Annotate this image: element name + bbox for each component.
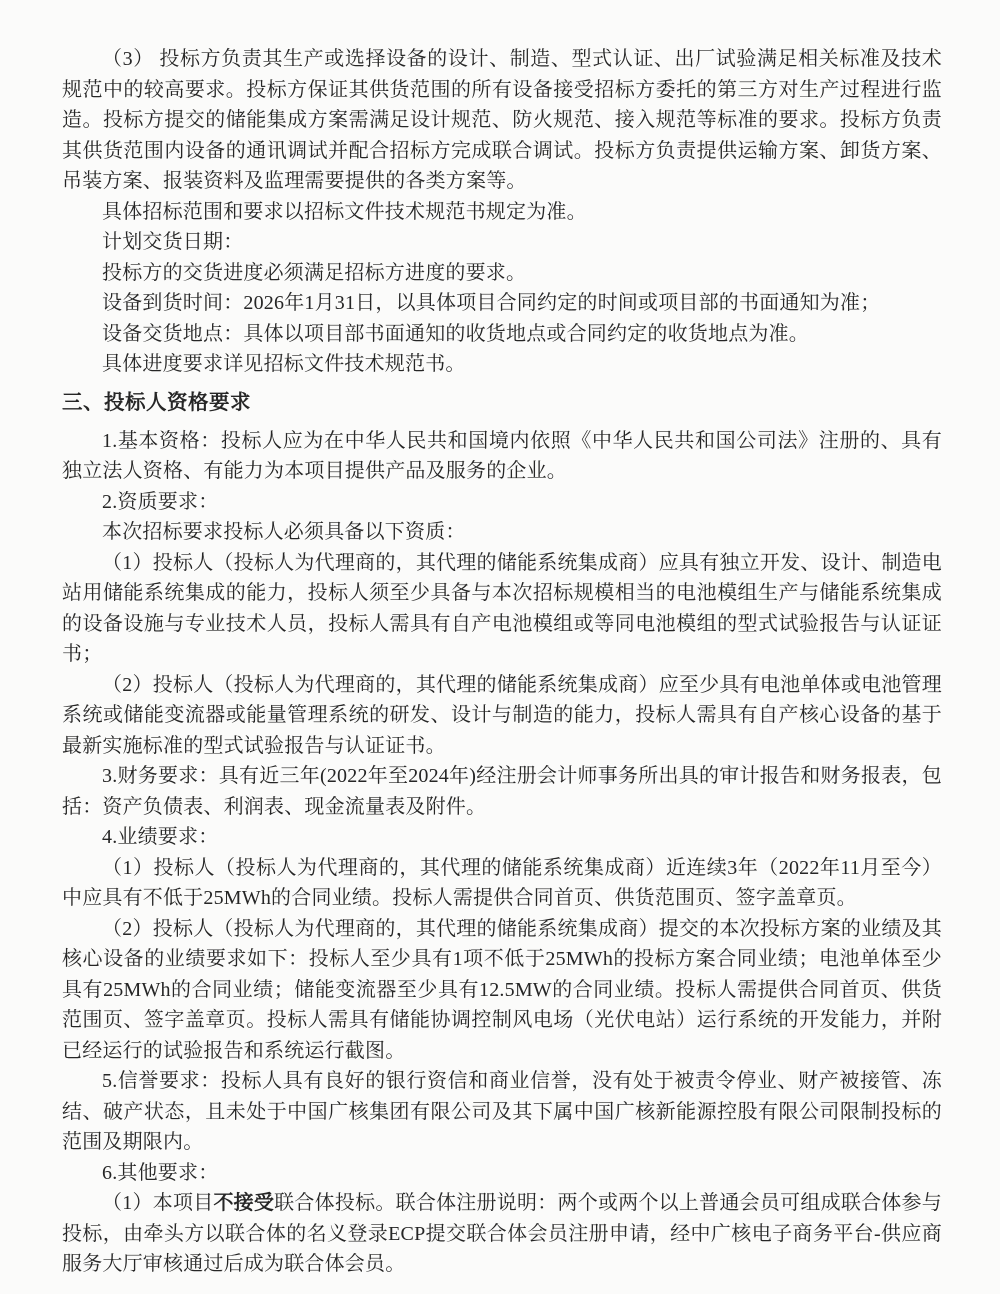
paragraph <box>62 487 942 518</box>
paragraph <box>62 258 942 289</box>
paragraph <box>62 548 942 670</box>
text-run: （3） 投标方负责其生产或选择设备的设计、制造、型式认证、出厂试验满足相关标准及技术规范中的较高要求。投标方保证其供货范围的所有设备接受招标方委托的第三方对生产过程进行监造。投标方提交的储能集成方案需满足设计规范、防火规范、接入规范等标准的要求。投标方负责其供货范围内设备的通讯调试并配合招标方完成联合调试。投标方负责提供运输方案、卸货方案、吊装方案、报装资料及监理需要提供的各类方案等。 <box>62 48 942 192</box>
text-run: 计划交货日期： <box>102 231 244 253</box>
text-run: 本次招标要求投标人必须具备以下资质： <box>102 521 466 543</box>
section-heading <box>62 388 942 419</box>
text-run: （1）投标人（投标人为代理商的，其代理的储能系统集成商）近连续3年（2022年11月至今）中应具有不低于25MWh的合同业绩。投标人需提供合同首页、供货范围页、签字盖章页。 <box>62 856 942 909</box>
text-run: （2）投标人（投标人为代理商的，其代理的储能系统集成商）提交的本次投标方案的业绩及其核心设备的业绩要求如下：投标人至少具有1项不低于25MWh的投标方案合同业绩；电池单体至少具有25MWh的合同业绩；储能变流器至少具有12.5MW的合同业绩。投标人需提供合同首页、供货范围页、签字盖章页。投标人需具有储能协调控制风电场（光伏电站）运行系统的开发能力，并附已经运行的试验报告和系统运行截图。 <box>62 917 942 1062</box>
text-run: （2）投标人（投标人为代理商的，其代理的储能系统集成商）应至少具有电池单体或电池管理系统或储能变流器或能量管理系统的研发、设计与制造的能力，投标人需具有自产核心设备的基于最新实施标准的型式试验报告与认证证书。 <box>62 673 942 757</box>
text-run: 2.资质要求： <box>102 490 219 513</box>
paragraph <box>62 914 942 1067</box>
paragraph <box>62 1158 942 1189</box>
paragraph <box>62 319 942 350</box>
emphasis-text: 不接受 <box>213 1192 275 1214</box>
text-run: 联合体投标。联合体注册说明：两个或两个以上普通会员可组成联合体参与投标，由牵头方以联合体的名义登录ECP提交联合体会员注册申请，经中广核电子商务平台-供应商服务大厅审核通过后成为联合体会员。 <box>62 1192 942 1275</box>
text-run: 具体进度要求详见招标文件技术规范书。 <box>102 353 466 375</box>
paragraph <box>62 1188 942 1280</box>
text-run: 1.基本资格：投标人应为在中华人民共和国境内依照《中华人民共和国公司法》注册的、具有独立法人资格、有能力为本项目提供产品及服务的企业。 <box>62 429 942 482</box>
paragraph <box>62 670 942 762</box>
text-run: 5.信誉要求：投标人具有良好的银行资信和商业信誉，没有处于被责令停业、财产被接管、冻结、破产状态，且未处于中国广核集团有限公司及其下属中国广核新能源控股有限公司限制投标的范围及期限内。 <box>62 1070 942 1153</box>
text-run: （1）投标人（投标人为代理商的，其代理的储能系统集成商）应具有独立开发、设计、制造电站用储能系统集成的能力，投标人须至少具备与本次招标规模相当的电池模组生产与储能系统集成的设备设施与专业技术人员，投标人需具有自产电池模组或等同电池模组的型式试验报告与认证证书； <box>62 551 942 665</box>
text-run: 具体招标范围和要求以招标文件技术规范书规定为准。 <box>102 200 587 223</box>
paragraph <box>62 227 942 258</box>
paragraph <box>62 349 942 380</box>
paragraph <box>62 197 942 228</box>
paragraph <box>62 761 942 822</box>
text-run: 投标方的交货进度必须满足招标方进度的要求。 <box>102 261 527 284</box>
paragraph <box>62 517 942 548</box>
paragraph <box>62 1066 942 1158</box>
text-run: 3.财务要求：具有近三年(2022年至2024年)经注册会计师事务所出具的审计报告和财务报表，包括：资产负债表、利润表、现金流量表及附件。 <box>62 765 942 818</box>
text-run: 6.其他要求： <box>102 1161 219 1184</box>
text-run: 4.业绩要求： <box>102 826 219 848</box>
text-run: 三、投标人资格要求 <box>62 391 251 414</box>
paragraph <box>62 426 942 487</box>
paragraph <box>62 288 942 319</box>
text-run: （1）本项目 <box>102 1192 214 1214</box>
paragraph <box>62 822 942 853</box>
paragraph <box>62 853 942 914</box>
text-run: 设备交货地点：具体以项目部书面通知的收货地点或合同约定的收货地点为准。 <box>102 322 809 345</box>
paragraph <box>62 44 942 197</box>
text-run: 设备到货时间：2026年1月31日，以具体项目合同约定的时间或项目部的书面通知为准； <box>102 292 881 314</box>
document-content <box>62 44 942 1280</box>
